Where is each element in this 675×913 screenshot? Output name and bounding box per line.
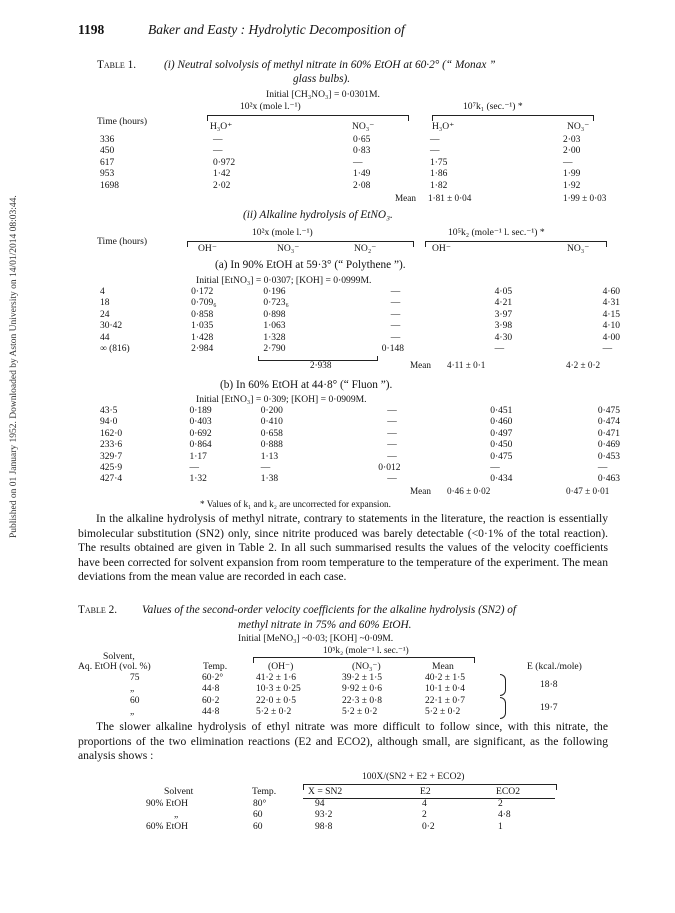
cell: —: [260, 463, 271, 474]
cell: 1·92: [563, 180, 581, 191]
cell: 9·92 ± 0·6: [342, 684, 383, 695]
paragraph-2: The slower alkaline hydrolysis of ethyl nitrate was more difficult to follow since, with this nitrate, the proportions of the two elimination reactions (E2 and ECO2), although small, are significant, as the following analysis shows :: [78, 720, 608, 763]
cell: 0·469: [597, 440, 620, 451]
head-no3-1: NO₃⁻: [277, 243, 300, 254]
table-row: [100, 287, 620, 298]
cell: 22·1 ± 0·7: [425, 695, 466, 706]
cell: 0·403: [189, 417, 212, 428]
cell: 22·0 ± 0·5: [256, 695, 297, 706]
cell: 2·03: [563, 135, 581, 145]
table1-part-b: [100, 406, 620, 486]
cell: 2·02: [213, 180, 231, 191]
e-value-1: 18·8: [540, 679, 558, 690]
cell: 617: [100, 157, 115, 168]
cell: 4·15: [602, 309, 620, 320]
cell: 10·3 ± 0·25: [256, 684, 301, 695]
cell: 94·0: [100, 417, 118, 428]
table-row: [146, 822, 538, 833]
head-oh-1: OH⁻: [198, 243, 217, 254]
table1-no3-1: NO₃⁻: [352, 121, 375, 132]
cell: 2: [498, 799, 503, 809]
cell: 94: [315, 799, 325, 809]
cell: 2·00: [563, 146, 581, 157]
cell: 4·10: [602, 321, 620, 332]
cell: 4·60: [602, 287, 620, 297]
cell: 2·08: [353, 180, 371, 191]
cell: 0·471: [597, 428, 620, 439]
cell: 93·2: [315, 810, 333, 821]
cell: 60·2°: [202, 673, 224, 683]
cell: 98·8: [315, 821, 333, 832]
cell: 0·474: [597, 417, 620, 428]
cell: 450: [100, 146, 115, 157]
cell: 4·21: [494, 298, 513, 309]
table-row: [100, 417, 620, 428]
cell: 0·709₆: [191, 298, 217, 309]
cell: 0·453: [597, 451, 620, 462]
cell: 0·460: [490, 417, 513, 428]
table2-col-temp: Temp.: [203, 661, 228, 672]
table1-footnote: * Values of k₁ and k₂ are uncorrected for expansion.: [200, 499, 391, 509]
table1-part-ii-caption: (ii) Alkaline hydrolysis of EtNO₃.: [243, 209, 393, 221]
table2-col-solvent-1: Solvent,: [103, 651, 135, 662]
brace-x2: [187, 241, 414, 247]
table-row: [100, 474, 620, 485]
cell: 2·984: [191, 344, 214, 355]
cell: —: [387, 474, 397, 485]
cell: —: [353, 157, 363, 168]
cell: 1·063: [263, 321, 286, 332]
cell: 1·86: [430, 169, 448, 180]
head-oh-2: OH⁻: [432, 243, 451, 254]
cell: 0·497: [490, 428, 513, 439]
part-b-caption: (b) In 60% EtOH at 44·8° (“ Fluon ”).: [220, 379, 393, 391]
head-no3-2: NO₃⁻: [567, 243, 590, 254]
table1-label: Table 1.: [97, 59, 137, 71]
cell: 0·2: [422, 821, 435, 832]
cell: 1·13: [260, 451, 279, 462]
mean-a-no3: 4·2 ± 0·2: [566, 360, 601, 370]
cell: 0·475: [490, 451, 513, 462]
table-row: [100, 298, 620, 309]
brace-e1: [500, 674, 506, 696]
cell: „: [174, 810, 179, 821]
mean-a-label: Mean: [410, 360, 431, 370]
table3-col-solvent: Solvent: [164, 786, 194, 797]
cell: 90% EtOH: [146, 799, 188, 809]
cell: 0·888: [260, 440, 283, 451]
table2-initial: Initial [MeNO₃] ~0·03; [KOH] ~0·09M.: [238, 633, 394, 644]
cell: —: [390, 332, 401, 343]
cell: 427·4: [100, 474, 123, 485]
cell: 1·428: [191, 332, 214, 343]
cell: —: [387, 417, 397, 428]
cell: 4: [422, 799, 427, 809]
cell: 24: [100, 309, 110, 320]
table2-col-mean: Mean: [432, 661, 454, 672]
table2-col-e: E (kcal./mole): [527, 661, 582, 672]
cell: 0·692: [189, 428, 212, 439]
table1-part-i-caption-2: glass bulbs).: [293, 73, 351, 85]
part-a-initial: Initial [EtNO₃] = 0·0307; [KOH] = 0·0999M.: [196, 275, 372, 286]
table1-col-x2: 10²x (mole l.⁻¹): [252, 227, 313, 238]
cell: 2·790: [263, 344, 286, 355]
cell: 1: [498, 821, 503, 832]
table3-col-eco2: ECO2: [496, 786, 520, 797]
cell: 4·05: [494, 287, 513, 297]
cell: 336: [100, 135, 115, 145]
cell: 44·8: [202, 707, 220, 718]
table-row: [130, 684, 525, 695]
part-b-initial: Initial [EtNO₃] = 0·309; [KOH] = 0·0909M.: [196, 394, 367, 405]
cell: —: [213, 135, 223, 145]
cell: 80°: [253, 799, 267, 809]
mean-b-label: Mean: [410, 486, 431, 496]
cell: 329·7: [100, 451, 123, 462]
table-row: [100, 452, 620, 463]
table-row: [100, 429, 620, 440]
cell: 4·8: [498, 810, 511, 821]
cell: 1·42: [213, 169, 231, 180]
cell: 1·75: [430, 157, 448, 168]
table-row: [100, 344, 620, 355]
cell: 0·434: [490, 474, 513, 485]
table-row: [146, 799, 538, 810]
cell: 233·6: [100, 440, 123, 451]
table1-part-a: [100, 287, 620, 355]
cell: 0·864: [189, 440, 212, 451]
table-row: [100, 169, 620, 180]
cell: 5·2 ± 0·2: [342, 707, 378, 718]
table1-col-k2: 10⁵k₂ (mole⁻¹ l. sec.⁻¹) *: [448, 227, 545, 238]
table3-col-temp: Temp.: [252, 786, 277, 797]
cell: 953: [100, 169, 115, 180]
cell: 1·49: [353, 169, 371, 180]
cell: 1·328: [263, 332, 286, 343]
cell: 4·00: [602, 332, 620, 343]
cell: 0·723₆: [263, 298, 289, 309]
table2-col-oh: (OH⁻): [268, 661, 294, 672]
cell: ∞ (816): [100, 344, 130, 355]
cell: 1·32: [189, 474, 207, 485]
cell: 0·858: [191, 309, 214, 320]
cell: 0·196: [263, 287, 286, 297]
table1-time-label-2: Time (hours): [97, 236, 148, 247]
cell: 60: [253, 810, 263, 821]
cell: 60: [130, 695, 140, 706]
paragraph-1: In the alkaline hydrolysis of methyl nitrate, contrary to statements in the literature, the reaction is essentially bimolecular substitution (SN2) only, since nitrite produced was barely detectable (<0·1% of the total reaction). The results obtained are given in Table 2. In all such summarised results the values of the velocity coefficients have been corrected for solvent expansion from room temperature to the temperature of the experiment. The mean deviations from the mean value are recorded in each case.: [78, 512, 608, 584]
table1-part-i-caption: (i) Neutral solvolysis of methyl nitrate in 60% EtOH at 60·2° (“ Monax ”: [164, 59, 496, 71]
cell: 0·972: [213, 157, 236, 168]
cell: 0·148: [381, 344, 404, 355]
cell: —: [430, 135, 440, 145]
cell: —: [387, 406, 397, 416]
cell: —: [189, 463, 199, 474]
margin-note: Published on 01 January 1952. Downloaded by Aston University on 14/01/2014 08:03:44.: [9, 195, 19, 538]
cell: 5·2 ± 0·2: [256, 707, 292, 718]
cell: —: [213, 146, 223, 157]
mean-i-no3: 1·99 ± 0·03: [563, 193, 607, 203]
cell: 40·2 ± 1·5: [425, 673, 466, 683]
cell: —: [387, 428, 397, 439]
cell: „: [130, 684, 135, 695]
table1-col-k1: 10⁷k₁ (sec.⁻¹) *: [463, 101, 523, 112]
brace-x: [207, 115, 409, 121]
cell: 0·65: [353, 135, 371, 145]
cell: 4·30: [494, 332, 513, 343]
cell: 4: [100, 287, 105, 297]
table2-col-solvent-2: Aq. EtOH (vol. %): [78, 661, 151, 672]
table3-super-header: 100X/(SN2 + E2 + ECO2): [362, 771, 465, 782]
table3-col-e2: E2: [420, 786, 431, 797]
table2-caption-1: Values of the second-order velocity coefficients for the alkaline hydrolysis (SN2) of: [142, 604, 517, 616]
cell: —: [390, 321, 401, 332]
cell: 0·463: [597, 474, 620, 485]
table3-col-x: X = SN2: [308, 786, 343, 797]
cell: —: [387, 440, 397, 451]
table-row: [100, 406, 620, 417]
table1-h3o-1: H₃O⁺: [210, 121, 233, 132]
cell: 5·2 ± 0·2: [425, 707, 461, 718]
cell: „: [130, 707, 135, 718]
cell: 75: [130, 673, 140, 683]
table2-col-no3: (NO₃⁻): [352, 661, 381, 672]
part-a-caption: (a) In 90% EtOH at 59·3° (“ Polythene ”).: [215, 259, 406, 271]
cell: 1·035: [191, 321, 214, 332]
table1-time-label: Time (hours): [97, 116, 148, 127]
cell: 425·9: [100, 463, 123, 474]
brace-e2: [500, 697, 506, 719]
table-row: [100, 310, 620, 321]
cell: 3·98: [494, 321, 513, 332]
table-row: [130, 696, 525, 707]
e-value-2: 19·7: [540, 702, 558, 713]
cell: 0·475: [597, 406, 620, 416]
cell: 39·2 ± 1·5: [342, 673, 383, 683]
mean-i-label: Mean: [395, 193, 416, 203]
cell: 0·83: [353, 146, 371, 157]
cell: —: [390, 298, 401, 309]
table-row: [100, 440, 620, 451]
cell: 0·451: [490, 406, 513, 416]
table-row: [100, 135, 620, 146]
table2-label: Table 2.: [78, 604, 118, 616]
table1-initial: Initial [CH₃NO₃] = 0·0301M.: [266, 89, 380, 100]
table-row: [100, 321, 620, 332]
cell: 0·200: [260, 406, 283, 416]
cell: 60% EtOH: [146, 821, 188, 832]
cell: —: [597, 463, 608, 474]
table1-h3o-2: H₃O⁺: [432, 121, 455, 132]
cell: 0·450: [490, 440, 513, 451]
cell: 1·38: [260, 474, 279, 485]
head-no2: NO₂⁻: [354, 243, 377, 254]
cell: —: [602, 344, 613, 355]
cell: 43·5: [100, 406, 118, 416]
cell: 1·99: [563, 169, 581, 180]
sum-a: 2·938: [310, 360, 332, 370]
cell: 0·898: [263, 309, 286, 320]
table-row: [100, 181, 620, 192]
mean-b-oh: 0·46 ± 0·02: [447, 486, 491, 496]
cell: —: [563, 157, 573, 168]
cell: 30·42: [100, 321, 123, 332]
cell: 1·82: [430, 180, 448, 191]
cell: —: [390, 287, 401, 297]
cell: —: [387, 451, 397, 462]
cell: 1698: [100, 180, 119, 191]
table-row: [100, 333, 620, 344]
table2-body: [130, 673, 525, 719]
table2-k-header: 10⁵k₂ (mole⁻¹ l. sec.⁻¹): [323, 645, 409, 655]
cell: 162·0: [100, 428, 123, 439]
cell: 10·1 ± 0·4: [425, 684, 466, 695]
cell: 3·97: [494, 309, 513, 320]
cell: 0·658: [260, 428, 283, 439]
cell: 4·31: [602, 298, 620, 309]
cell: 22·3 ± 0·8: [342, 695, 383, 706]
cell: —: [390, 309, 401, 320]
cell: 1·17: [189, 451, 207, 462]
cell: 2: [422, 810, 427, 821]
cell: —: [494, 344, 505, 355]
cell: 0·172: [191, 287, 214, 297]
cell: 60: [253, 821, 263, 832]
table1-part-i: [100, 135, 620, 192]
table-row: [130, 673, 525, 684]
running-title: Baker and Easty : Hydrolytic Decomposition of: [148, 22, 405, 37]
mean-b-no3: 0·47 ± 0·01: [566, 486, 610, 496]
table3-body: [146, 799, 538, 833]
cell: 41·2 ± 1·6: [256, 673, 297, 683]
table-row: [146, 810, 538, 821]
mean-a-oh: 4·11 ± 0·1: [447, 360, 486, 370]
table-row: [100, 146, 620, 157]
table-row: [100, 158, 620, 169]
cell: 18: [100, 298, 110, 309]
page-number: 1198: [78, 22, 105, 37]
cell: 44: [100, 332, 110, 343]
cell: —: [430, 146, 440, 157]
table2-caption-2: methyl nitrate in 75% and 60% EtOH.: [238, 619, 412, 631]
cell: —: [490, 463, 500, 474]
table1-no3-2: NO₃⁻: [567, 121, 590, 132]
table-row: [130, 707, 525, 718]
table1-col-x: 10²x (mole l.⁻¹): [240, 101, 301, 112]
cell: 0·012: [378, 463, 401, 474]
mean-i-h3o: 1·81 ± 0·04: [428, 193, 472, 203]
table-row: [100, 463, 620, 474]
cell: 60·2: [202, 695, 220, 706]
cell: 0·189: [189, 406, 212, 416]
cell: 0·410: [260, 417, 283, 428]
cell: 44·8: [202, 684, 220, 695]
